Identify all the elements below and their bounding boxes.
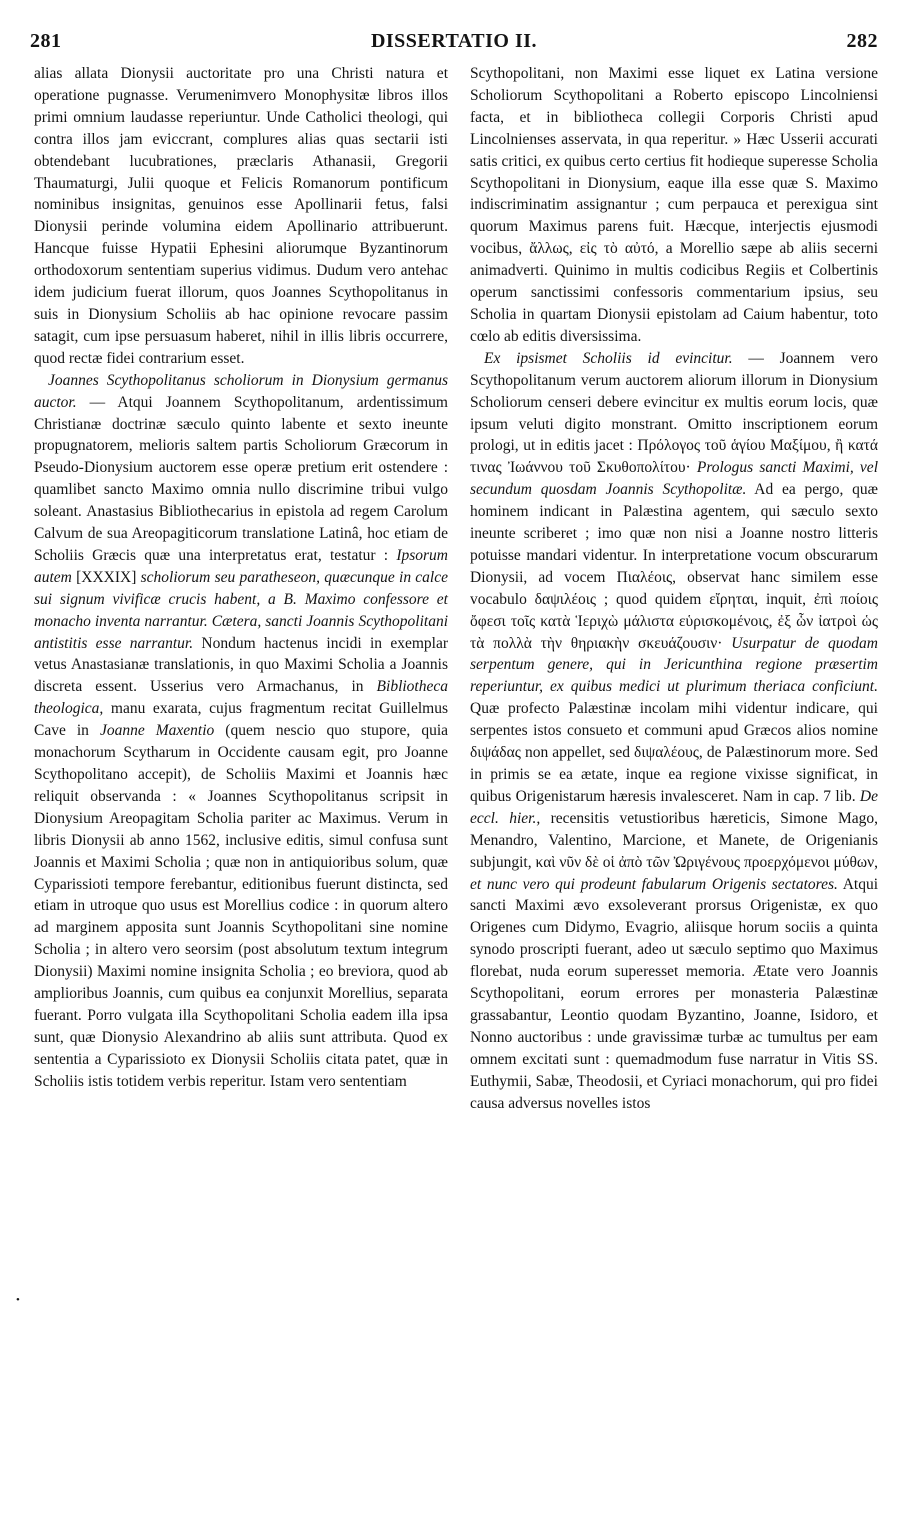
running-header — [30, 30, 878, 64]
greek-text: Πιαλέοις, — [616, 568, 677, 586]
page-number-left: 281 — [30, 30, 62, 52]
greek-text: καὶ νῦν δὲ οἱ ἀπὸ τῶν Ὠριγένους προερχόμενοι μύθων, — [535, 853, 879, 871]
section-heading: Joannes Scythopolitanus scholiorum in Dionysium germanus auctor. — [34, 371, 448, 411]
paragraph: Ex ipsismet Scholiis id evincitur. — Joannem vero Scythopolitanum verum auctorem aliorum illorum in Dionysium Scholiorum censeri debere evincitur ex multis eorum locis, quæ ipsum veluti digito monstrant. Omitto inscriptionem eorum prologi, ut in editis jacet : Πρόλογος τοῦ ἁγίου Μαξίμου, ἢ κατά τινας Ἰωάννου τοῦ Σκυθοπολίτου· Prologus sancti Maximi, vel secundum quosdam Joannis Scythopolitæ. Ad ea pergo, quæ hominem indicant in Palæstina agentem, qui sæculo sexto ineunte scriberet ; imo quæ non nisi a Joanne nostro litteris potuisse mandari videntur. In interpretatione vocum obscurarum Dionysii, ad vocem Πιαλέοις, observat hanc similem esse vocabulo δαψιλέοις ; quod quidem εἴρηται, inquit, ἐπὶ ποίοις ὄφεσι τοῖς κατὰ Ἱεριχὼ μάλιστα εὑρισκομένοις, ἐξ ὧν ἰατροὶ ὡς τὰ πολλὰ τὴν θηριακὴν σκευάζουσιν· Usurpatur de quodam serpentum genere, qui in Jericunthina regione præsertim reperiuntur, ex quibus medici ut plurimum theriaca conficiunt. Quæ profecto Palæstinæ incolam mihi videntur indicare, qui serpentes istos consueto et communi apud Græcos alios nomine διψάδας non appellet, sed διψαλέους, de Palæstinorum more. Sed in primis se ea ætate, inque ea regione vixisse significat, in quibus Origenistarum hæresis invalesceret. Nam in cap. 7 lib. De eccl. hier., recensitis vetustioribus hæreticis, Simone Mago, Menandro, Valentino, Marcione, et Manete, de Origenianis subjungit, καὶ νῦν δὲ οἱ ἀπὸ τῶν Ὠριγένους προερχόμενοι μύθων, et nunc vero qui prodeunt fabularum Origenis sectatores. Atqui sancti Maximi ævo exsoleverant prorsus Origenistæ, ex quo Origenes cum Didymo, Evagrio, aliisque horum sociis a quinta synodo proscripti fuerant, adeo ut sæculo septimo quo Maximus florebat, nuda eorum superesset memoria. Ætate vero Joannis Scythopolitani, eorum errores per monasteria Palæstinæ grassabantur, Leontio quodam Byzantino, Joanne, Isidoro, et Nonno auctoribus : unde gravissimæ turbæ ac tumultus per eam omnem excitati sunt : quemadmodum fuse narratur in Vitis SS. Euthymii, Sabæ, Theodosii, et Cyriaci monachorum, qui pro fidei causa adversus novelles istos — [470, 349, 879, 1112]
greek-text: ἄλλως, εἰς τὸ αὐτό, — [529, 240, 659, 258]
running-title: DISSERTATIO II. — [370, 30, 538, 52]
left-column — [34, 63, 448, 1093]
greek-text: Πρόλογος τοῦ ἁγίου Μαξίμου, ἢ κατά τινας Ἰωάννου τοῦ Σκυθοπολίτου· — [470, 437, 879, 477]
margin-mark: • — [16, 1294, 20, 1306]
greek-text: διψάδας — [470, 744, 521, 762]
greek-text: διψαλέους — [634, 744, 699, 762]
right-column — [470, 63, 878, 1115]
page-number-right: 282 — [846, 30, 878, 52]
greek-text: ἐπὶ ποίοις ὄφεσι τοῖς κατὰ Ἱεριχὼ μάλιστα εὑρισκομένοις, ἐξ ὧν ἰατροὶ ὡς τὰ πολλὰ τὴν θηριακὴν σκευάζουσιν· — [470, 590, 878, 652]
paragraph: Joannes Scythopolitanus scholiorum in Dionysium germanus auctor. — Atqui Joannem Scythopolitanum, ardentissimum Christianæ doctrinæ sæculo quinto labente et sexto ineunte propugnatorem, melioris saltem partis Scholiorum Græcorum in Pseudo-Dionysium auctorem esse operæ pretium erit ostendere : quamlibet sancto Maximo omnia nullo discrimine tribui vulgo soleant. Anastasius Bibliothecarius in epistola ad regem Carolum Calvum de sua Areopagiticorum translatione Latinâ, hoc etiam de Scholiis Græcis quæ una interpretatus erat, testatur : Ipsorum autem [XXXIX] scholiorum seu paratheseon, quæcunque in calce sui signum vivificæ crucis habent, a B. Maximo confessore et monacho inventa narrantur. Cætera, sancti Joannis Scythopolitani antistitis esse narrantur. Nondum hactenus incidi in exemplar vetus Anastasianæ translationis, in quo Maximi Scholia a Joannis discreta essent. Usserius vero Armachanus, in Bibliotheca theologica, manu exarata, cujus fragmentum recitat Guillelmus Cave in Joanne Maxentio (quem nescio quo stupore, quia monachorum Scytharum in Occidente causam egit, pro Joanne Scythopolitano accepit), de Scholiis Maximi et Joannis hæc reliquit observanda : « Joannes Scythopolitanus scripsit in Dionysium Areopagitam Scholia pariter ac Maximus. Verum in libris Dionysii ab anno 1562, inclusive editis, simul confusa sunt Joannis et Maximi Scholia ; quæ non in antiquioribus solum, quæ Cyparissioti tempore ferebantur, editionibus fuerunt distincta, sed etiam in utroque quo usus est Morellius codice : in quorum altero ad marginem apposita sunt Joannis Scythopolitani sine nomine Scholia ; in altero vero seorsim (post absolutum textum integrum Dionysii) Maximi nomine insignita Scholia ; eo breviora, quod ab amplioribus Joannis, cum quibus ea conjunxit Morellius, separata fuerant. Porro vulgata illa Scythopolitani Scholia eadem illa ipsa sunt, quæ Dionysio Alexandrino ab aliis sunt attributa. Quod ex sententia a Cyparissioto ex Dionysii Scholiis citata patet, quæ in Scholiis istis totidem verbis reperitur. Istam vero sententiam — [34, 371, 449, 1090]
greek-text: δαψιλέοις — [534, 590, 597, 608]
paragraph: Scythopolitani, non Maximi esse liquet ex Latina versione Scholiorum Scythopolitani a Roberto episcopo Lincolniensi facta, et in bibliotheca collegii Corporis Christi apud Lincolnienses asservata, in qua reperitur. » Hæc Usserii accurati satis critici, ex quibus certo certius fit hodieque superesse Scholia Scythopolitani in Dionysium, eaque illa esse quæ S. Maximo indiscriminatim assignantur ; cum perpauca et perexigua sint quorum Maximus parens fuit. Hæcque, interjectis ejusmodi vocibus, ἄλλως, εἰς τὸ αὐτό, a Morellio sæpe ab aliis secerni animadverti. Quinimo in multis codicibus Regiis et Colbertinis operum sanctissimi confessoris commentarium ipsius, seu Scholia in quartam Dionysii epistolam ad Caium habentur, toto cœlo ab editis diversissima. — [470, 65, 878, 345]
paragraph: alias allata Dionysii auctoritate pro una Christi natura et operatione pugnasse. Verumenimvero Monophysitæ libros illos primi omnium laudasse reperiuntur. Unde Catholici theologi, qui contra illos jam eviccrant, complures alias quas sectarii isti obtendebant lucubrationes, præclaris Athanasii, Gregorii Thaumaturgi, Julii quoque et Felicis Romanorum pontificum nominibus insignitas, genuinos esse Apollinarii fetus, falsi Dionysii perinde volumina eidem Apollinario attribuerunt. Hancque fuisse Hypatii Ephesini aliorumque Byzantinorum orthodoxorum sententiam superius vidimus. Dudum vero antehac idem judicium fuerat illorum, quos Joannes Scythopolitanus in suis in Dionysium Scholiis ab hac opinione revocare passim satagit, cum ipse persuasum haberet, nihil in illis libris occurrere, quod rectæ fidei contrarium esset. — [34, 65, 448, 367]
section-heading: Ex ipsismet Scholiis id evincitur. — [484, 349, 733, 367]
